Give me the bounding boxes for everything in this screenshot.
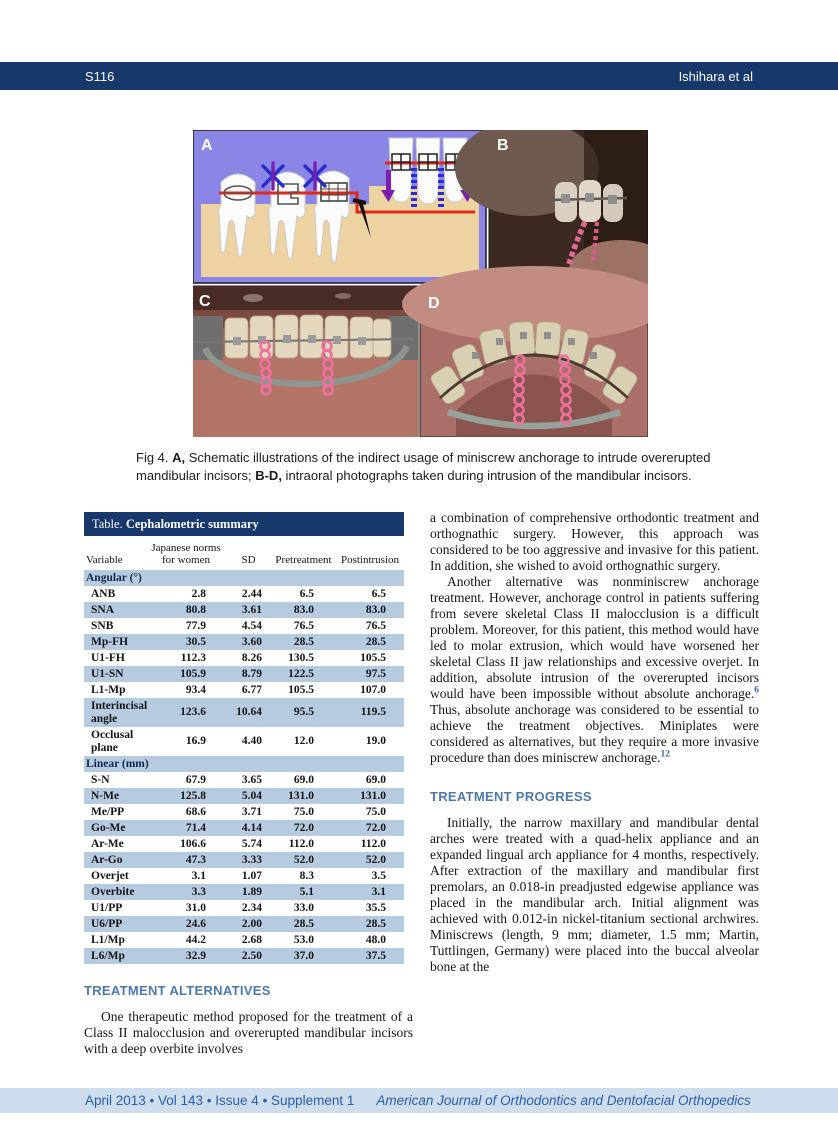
panel-c-photo: [193, 286, 418, 437]
cell-pretreatment: 28.5: [271, 916, 336, 932]
col-header-sd: SD: [241, 554, 256, 566]
cell-pretreatment: 112.0: [288, 837, 314, 850]
cell-sd: 2.44: [241, 587, 262, 600]
cell-sd: 3.65: [241, 773, 262, 786]
paragraph-continuation: a combination of comprehensive orthodontic treatment and orthognathic surgery. However, this approach was considered to be too aggressive and invasive for this patient. In addition, she wished to avoid orthognathic surgery.: [430, 510, 759, 573]
table-header-row: [84, 538, 404, 570]
cell-sd: 2.50: [226, 948, 271, 964]
cell-pretreatment: 131.0: [271, 788, 336, 804]
cell-sd: 3.60: [226, 634, 271, 650]
cell-pretreatment: 6.5: [299, 587, 314, 600]
page-number: S116: [85, 68, 115, 84]
table-row: [84, 586, 404, 602]
section-label: Linear (mm): [84, 756, 404, 772]
table-row: [84, 772, 404, 788]
cell-postintrusion: 28.5: [336, 916, 404, 932]
cell-variable: U1-SN: [84, 666, 146, 682]
cell-sd: 2.34: [241, 901, 262, 914]
cell-postintrusion: 37.5: [336, 948, 404, 964]
cell-variable: Mp-FH: [84, 634, 146, 650]
cell-norm: 112.3: [180, 651, 206, 664]
section-label: Angular (°): [84, 570, 404, 586]
cell-norm: 125.8: [146, 788, 226, 804]
cell-postintrusion: 75.0: [365, 805, 386, 818]
cell-norm: 106.6: [180, 837, 206, 850]
panel-a-schematic: [193, 130, 486, 283]
heading-treatment-progress: TREATMENT PROGRESS: [430, 789, 592, 804]
col-header-variable: Variable: [86, 554, 123, 566]
cell-variable: U1-FH: [91, 651, 125, 664]
cell-variable: L1/Mp: [91, 933, 125, 946]
cell-norm: 24.6: [146, 916, 226, 932]
cell-norm: 105.9: [146, 666, 226, 682]
left-column: [84, 512, 413, 1057]
cell-postintrusion: 83.0: [336, 602, 404, 618]
table-row: [84, 727, 404, 756]
cell-variable: Go-Me: [84, 820, 146, 836]
cell-sd: 3.61: [226, 602, 271, 618]
panel-label-a: A: [201, 137, 213, 154]
table-row: [84, 650, 404, 666]
cell-norm: 123.6: [146, 698, 226, 727]
cell-pretreatment: 75.0: [293, 805, 314, 818]
table-section-row: [84, 570, 404, 586]
col-header-postintrusion: Postintrusion: [340, 554, 400, 566]
figure-caption: Fig 4. A, Schematic illustrations of the indirect usage of miniscrew anchorage to intrude overerupted mandibular incisors; B-D, intraoral photographs taken during intrusion of the mandibular incisors.: [136, 450, 711, 483]
reference-link-12[interactable]: 12: [660, 749, 671, 760]
cell-postintrusion: 107.0: [360, 683, 386, 696]
cell-norm: 31.0: [185, 901, 206, 914]
cell-postintrusion: 97.5: [336, 666, 404, 682]
cell-postintrusion: 119.5: [336, 698, 404, 727]
cell-variable: Overjet: [91, 869, 129, 882]
cell-sd: 2.00: [226, 916, 271, 932]
cell-postintrusion: 52.0: [336, 852, 404, 868]
ceph-table-rows: [84, 570, 404, 964]
table-row: [84, 602, 404, 618]
cell-sd: 10.64: [226, 698, 271, 727]
cell-postintrusion: 19.0: [365, 735, 386, 747]
cell-variable: Ar-Me: [91, 837, 124, 850]
cell-pretreatment: 83.0: [271, 602, 336, 618]
cell-pretreatment: 69.0: [293, 773, 314, 786]
cell-variable: N-Me: [84, 788, 146, 804]
cell-postintrusion: 28.5: [336, 634, 404, 650]
paragraph-alternatives-2: Another alternative was nonminiscrew anchorage treatment. However, anchorage control in patients suffering from severe skeletal Class II malocclusion is a difficult problem. Moreover, for this patient, this method would have led to molar extrusion, which would have worsened her skeletal Class II jaw relationships and excessive overjet. In addition, absolute intrusion of the overerupted incisors would have been impossible without absolute anchorage.$^6$ Thus, absolute anchorage was considered to be essential to achieve the treatment objectives. Miniplates were considered as alternatives, but they require a more invasive procedure than does miniscrew anchorage.$^{12}$: [430, 574, 759, 765]
cell-pretreatment: 5.1: [271, 884, 336, 900]
paragraph-treatment-alternatives: One therapeutic method proposed for the treatment of a Class II malocclusion and overerupted mandibular incisors with a deep overbite involves: [84, 1009, 413, 1056]
cell-sd: 8.26: [241, 651, 262, 664]
table-row: [84, 948, 404, 964]
cell-variable: SNB: [91, 619, 114, 632]
cell-norm: 93.4: [185, 683, 206, 696]
cell-pretreatment: 8.3: [299, 869, 314, 882]
cell-variable: Ar-Go: [84, 852, 146, 868]
table-row: [84, 698, 404, 727]
cephalometric-table: [84, 512, 404, 964]
cell-postintrusion: 69.0: [365, 773, 386, 786]
table-row: [84, 836, 404, 852]
right-column: [430, 510, 759, 975]
table-row: [84, 932, 404, 948]
cell-norm: 67.9: [185, 773, 206, 786]
table-row: [84, 868, 404, 884]
cell-pretreatment: 105.5: [288, 683, 314, 696]
table-row: [84, 900, 404, 916]
table-row: [84, 788, 404, 804]
table-row: [84, 618, 404, 634]
cell-pretreatment: 33.0: [293, 901, 314, 914]
table-row: [84, 916, 404, 932]
table-section-row: [84, 756, 404, 772]
cell-variable: U6/PP: [84, 916, 146, 932]
reference-link-6[interactable]: 6: [754, 685, 759, 696]
footer-journal-name: American Journal of Orthodontics and Dentofacial Orthopedics: [376, 1093, 751, 1108]
cell-sd: 4.54: [241, 619, 262, 632]
cell-postintrusion: 3.1: [336, 884, 404, 900]
cell-sd: 3.33: [226, 852, 271, 868]
cell-sd: 1.07: [241, 869, 262, 882]
heading-treatment-alternatives: TREATMENT ALTERNATIVES: [84, 983, 271, 998]
cell-sd: 4.14: [226, 820, 271, 836]
cell-variable: Interincisal angle: [84, 698, 146, 727]
table-row: [84, 634, 404, 650]
panel-label-b: B: [497, 137, 509, 154]
cell-sd: 8.79: [226, 666, 271, 682]
cell-pretreatment: 122.5: [271, 666, 336, 682]
cell-norm: 2.8: [191, 587, 206, 600]
cell-postintrusion: 35.5: [365, 901, 386, 914]
cell-norm: 44.2: [185, 933, 206, 946]
figure-caption-number: Fig 4.: [136, 450, 173, 465]
cell-variable: U1/PP: [91, 901, 123, 914]
cell-postintrusion: 112.0: [360, 837, 386, 850]
table-row: [84, 884, 404, 900]
footer-issue-info: April 2013 • Vol 143 • Issue 4 • Supplement 1: [85, 1093, 355, 1108]
cell-pretreatment: 52.0: [271, 852, 336, 868]
cell-pretreatment: 76.5: [293, 619, 314, 632]
cell-variable: SNA: [84, 602, 146, 618]
cell-pretreatment: 53.0: [293, 933, 314, 946]
panel-label-d: D: [428, 295, 440, 312]
cell-pretreatment: 130.5: [288, 651, 314, 664]
cell-sd: 4.40: [241, 735, 262, 747]
cell-variable: ANB: [91, 587, 116, 600]
cell-variable: Overbite: [84, 884, 146, 900]
cell-norm: 3.3: [146, 884, 226, 900]
cell-norm: 68.6: [185, 805, 206, 818]
cell-norm: 30.5: [146, 634, 226, 650]
cell-sd: 3.71: [241, 805, 262, 818]
cell-norm: 3.1: [191, 869, 206, 882]
cell-pretreatment: 95.5: [271, 698, 336, 727]
figure-4: [193, 130, 648, 437]
table-title: Table. Cephalometric summary: [84, 512, 404, 536]
col-header-norms: Japanese norms for women: [151, 542, 221, 566]
table-row: [84, 804, 404, 820]
cell-norm: 77.9: [185, 619, 206, 632]
paragraph-treatment-progress: Initially, the narrow maxillary and mandibular dental arches were treated with a quad-helix appliance and an expanded lingual arch appliance for 4 months, respectively. After extraction of the maxillary and mandibular first premolars, an 0.018-in preadjusted edgewise appliance was placed in the mandibular arch. Initial alignment was achieved with 0.012-in nickel-titanium sectional archwires. Miniscrews (length, 9 mm; diameter, 1.5 mm; Martin, Tuttlingen, Germany) were placed into the buccal alveolar bone at the: [430, 815, 759, 974]
cell-variable: Me/PP: [91, 805, 125, 818]
cell-sd: 5.74: [241, 837, 262, 850]
table-row: [84, 682, 404, 698]
cell-sd: 1.89: [226, 884, 271, 900]
cell-variable: Occlusal plane: [91, 728, 134, 754]
cell-norm: 32.9: [146, 948, 226, 964]
figure-caption-panel-a: A,: [172, 450, 186, 465]
cell-variable: L6/Mp: [84, 948, 146, 964]
table-row: [84, 820, 404, 836]
cell-pretreatment: 72.0: [271, 820, 336, 836]
figure-caption-panel-bd: B-D,: [255, 467, 282, 483]
cell-postintrusion: 72.0: [336, 820, 404, 836]
figure-4-panels: [193, 130, 648, 437]
cell-postintrusion: 105.5: [360, 651, 386, 664]
cell-postintrusion: 131.0: [336, 788, 404, 804]
cell-pretreatment: 37.0: [271, 948, 336, 964]
table-row: [84, 852, 404, 868]
cell-norm: 47.3: [146, 852, 226, 868]
col-header-pretreatment: Pretreatment: [275, 554, 332, 566]
panel-d-photo: [402, 266, 648, 437]
cell-postintrusion: 48.0: [365, 933, 386, 946]
cell-sd: 2.68: [241, 933, 262, 946]
cell-variable: L1-Mp: [91, 683, 126, 696]
footer: [0, 1088, 838, 1113]
cell-pretreatment: 12.0: [293, 735, 314, 747]
cell-variable: S-N: [91, 773, 110, 786]
cell-postintrusion: 3.5: [371, 869, 386, 882]
running-header: [0, 62, 838, 90]
cell-norm: 80.8: [146, 602, 226, 618]
cell-postintrusion: 6.5: [371, 587, 386, 600]
running-authors: Ishihara et al: [678, 68, 753, 84]
cell-norm: 71.4: [146, 820, 226, 836]
cell-norm: 16.9: [185, 735, 206, 747]
cell-sd: 6.77: [241, 683, 262, 696]
cell-pretreatment: 28.5: [271, 634, 336, 650]
table-row: [84, 666, 404, 682]
cell-postintrusion: 76.5: [365, 619, 386, 632]
cell-sd: 5.04: [226, 788, 271, 804]
panel-label-c: C: [199, 293, 211, 310]
